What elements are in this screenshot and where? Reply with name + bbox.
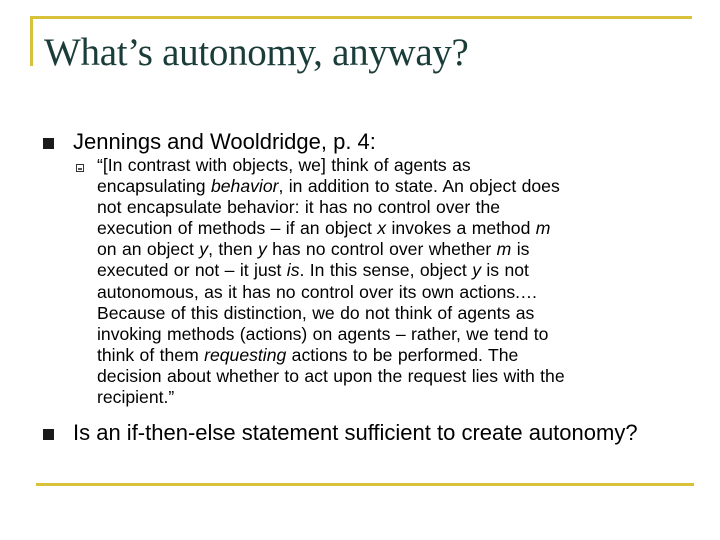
quote-line <box>97 282 681 303</box>
quote-emphasis: y <box>257 239 267 260</box>
quote-text: think of them <box>97 344 205 365</box>
quote-emphasis: behavior <box>210 176 279 197</box>
quote-line <box>97 345 681 366</box>
quote-emphasis: requesting <box>204 344 287 365</box>
quote-line <box>97 303 681 324</box>
quote-text: . In this sense, object <box>299 260 473 281</box>
quote-emphasis: m <box>535 218 551 239</box>
bullet-square-icon <box>43 138 54 149</box>
quote-text: decision about whether to act upon the request lies with the <box>97 365 565 386</box>
quote-text: is not <box>480 260 529 281</box>
quote-text: on an object <box>97 239 200 260</box>
quote-block <box>97 155 681 408</box>
quote-text: autonomous, as it has no control over its own actions.… <box>97 281 538 302</box>
quote-text: execution of methods – if an object <box>97 218 378 239</box>
slide-title: What’s autonomy, anyway? <box>44 31 469 74</box>
bullet-text-2: Is an if-then-else statement sufficient to create autonomy? <box>73 420 638 445</box>
quote-line <box>97 324 681 345</box>
quote-text: invokes a method <box>386 218 536 239</box>
quote-text: is <box>511 239 530 260</box>
quote-text: executed or not – it just <box>97 260 287 281</box>
quote-text: encapsulating <box>97 176 211 197</box>
quote-emphasis: m <box>496 239 512 260</box>
top-border-rule <box>30 16 692 19</box>
quote-line <box>97 155 681 176</box>
sub-bullet-square-icon <box>76 164 84 172</box>
quote-text: Because of this distinction, we do not think of agents as <box>97 302 535 323</box>
quote-line <box>97 387 681 408</box>
quote-emphasis: y <box>199 239 209 260</box>
quote-text: , then <box>208 239 258 260</box>
quote-line <box>97 197 681 218</box>
quote-emphasis: y <box>472 260 481 281</box>
bottom-rule <box>36 483 694 486</box>
quote-line <box>97 218 681 239</box>
quote-text: actions to be performed. The <box>286 344 519 365</box>
quote-line <box>97 176 681 197</box>
quote-text: , in addition to state. An object does <box>278 176 560 197</box>
quote-text: recipient.” <box>97 387 175 408</box>
quote-emphasis: x <box>377 218 387 239</box>
quote-text: has no control over whether <box>266 239 497 260</box>
quote-line <box>97 366 681 387</box>
bullet-text-1: Jennings and Wooldridge, p. 4: <box>73 129 376 154</box>
quote-emphasis: is <box>286 260 300 281</box>
quote-line <box>97 260 681 281</box>
left-border-rule <box>30 16 33 66</box>
quote-text: invoking methods (actions) on agents – rather, we tend to <box>97 323 549 344</box>
bullet-square-icon <box>43 429 54 440</box>
quote-text: “[In contrast with objects, we] think of agents as <box>97 155 471 175</box>
quote-text: not encapsulate behavior: it has no control over the <box>97 197 501 218</box>
quote-line <box>97 239 681 260</box>
